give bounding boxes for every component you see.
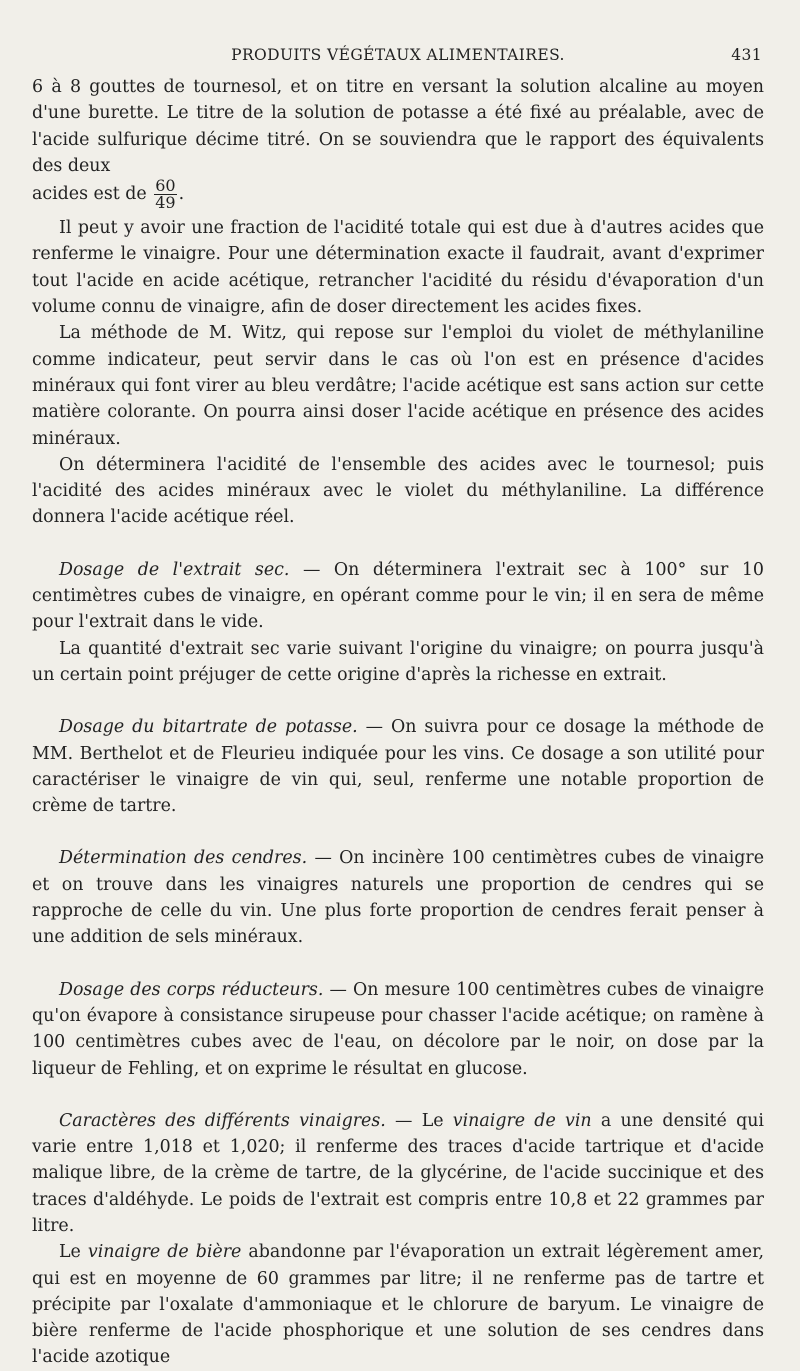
paragraph-vinaigre-biere: Le vinaigre de bière abandonne par l'évaporation un extrait légèrement amer, qui est en moyenne de 60 grammes par litre; il ne renferme pas de tartre et précipite par l'oxalate d'ammoniaque et le chlorure de baryum. Le vinaigre de bière renferme de l'acide phosphorique et une solution de ses cendres dans l'acide azotique — [32, 1242, 764, 1368]
running-title: PRODUITS VÉGÉTAUX ALIMENTAIRES. — [231, 46, 565, 64]
section-heading: Dosage de l'extrait sec. — [59, 559, 290, 580]
paragraph-titration: 6 à 8 gouttes de tournesol, et on titre en versant la solution alcaline au moyen d'une burette. Le titre de la solution de potasse a été fixé au préalable, avec de l'acide sulfurique décime titré. On se souviendra que le rapport des équivalents des deux — [32, 77, 764, 176]
paragraph-titration-ratio: acides est de $\frac{60}{49}$ . — [32, 176, 185, 213]
section-cendres: Détermination des cendres. — On incinère 100 centimètres cubes de vinaigre et on trouve dans les vinaigres naturels une proportion de cendres qui se rapproche de celle du vin. Une plus forte proportion de cendres ferait penser à une addition de sels minéraux. — [32, 848, 764, 948]
paragraph-fixed-acids: Il peut y avoir une fraction de l'acidité totale qui est due à d'autres acides que renferme le vinaigre. Pour une détermination exacte il faudrait, avant d'exprimer tout l'acide en acide acétique, retrancher l'acidité du résidu d'évaporation d'un volume connu de vinaigre, afin de doser directement les acides fixes. — [32, 218, 764, 318]
section-extrait-sec: Dosage de l'extrait sec. — On déterminera l'extrait sec à 100° sur 10 centimètres cubes de vinaigre, en opérant comme pour le vin; il en sera de même pour l'extrait dans le vide. — [32, 559, 764, 633]
section-corps-reducteurs: Dosage des corps réducteurs. — On mesure 100 centimètres cubes de vinaigre qu'on évapore à consistance sirupeuse pour chasser l'acide acétique; on ramène à 100 centimètres cubes avec de l'eau, on décolore par le noir, on dose par la liqueur de Fehling, et on exprime le résultat en glucose. — [32, 979, 764, 1079]
page-header — [32, 46, 764, 74]
term-vinaigre-de-vin: vinaigre de vin — [452, 1110, 592, 1131]
term-vinaigre-de-biere: vinaigre de bière — [87, 1242, 242, 1263]
section-heading: Détermination des cendres. — [59, 848, 308, 869]
section-bitartrate: Dosage du bitartrate de potasse. — On suivra pour ce dosage la méthode de MM. Berthelot et de Fleurieu indiquée pour les vins. Ce dosage a son utilité pour caractériser le vinaigre de vin qui, seul, renferme une notable proportion de crème de tartre. — [32, 717, 764, 817]
fraction: $\frac{60}{49}$ — [155, 176, 176, 213]
page-body — [32, 74, 764, 1371]
section-heading: Dosage du bitartrate de potasse. — [59, 717, 358, 738]
paragraph-witz-method: La méthode de M. Witz, qui repose sur l'emploi du violet de méthylaniline comme indicateur, peut servir dans le cas où l'on est en présence d'acides minéraux qui font virer au bleu verdâtre; l'acide acétique est sans action sur cette matière colorante. On pourra ainsi doser l'acide acétique en présence des acides minéraux. — [32, 323, 764, 449]
section-caracteres: Caractères des différents vinaigres. — Le vinaigre de vin a une densité qui varie entre 1,018 et 1,020; il renferme des traces d'acide tartrique et d'acide malique libre, de la crème de tartre, de la glycérine, de l'acide succinique et des traces d'aldéhyde. Le poids de l'extrait est compris entre 10,8 et 22 grammes par litre. — [32, 1110, 764, 1236]
paragraph-extrait-quantite: La quantité d'extrait sec varie suivant l'origine du vinaigre; on pourra jusqu'à un certain point préjuger de cette origine d'après la richesse en extrait. — [32, 638, 764, 685]
section-heading: Caractères des différents vinaigres. — [59, 1110, 386, 1131]
paragraph-acetic-real: On déterminera l'acidité de l'ensemble des acides avec le tournesol; puis l'acidité des acides minéraux avec le violet du méthylaniline. La différence donnera l'acide acétique réel. — [32, 454, 764, 528]
page-number: 431 — [731, 46, 762, 64]
section-heading: Dosage des corps réducteurs. — [59, 979, 324, 1000]
